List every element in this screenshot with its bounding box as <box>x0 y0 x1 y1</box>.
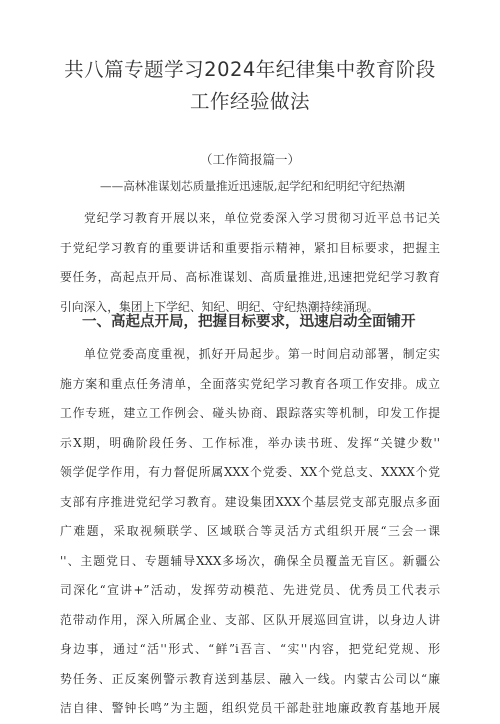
body-line: 支部有序推进党纪学习教育。建设集团XXX个基层党支部克服点多面 <box>60 494 440 509</box>
lead-line: ——高林准谋划芯质量推近迅速版,起学纪和纪明纪守纪热潮 <box>100 179 406 193</box>
intro-line: 要任务，高起点开局、高标准谋划、高质量推进,迅速把党纪学习教育 <box>60 270 440 284</box>
body-line: 广难题，采取视频联学、区域联合等灵活方式组织开展“三会一课 <box>60 524 440 538</box>
body-line: 领学促学作用，有力督促所属XXX个党委、XX个党总支、XXXX个党 <box>60 465 440 479</box>
body-line: 示X期，明确阶段任务、工作标准，举办读书班、发挥“关键少数'' <box>60 435 440 450</box>
title-line-2: 工作经验做法 <box>189 90 310 113</box>
intro-line: 引向深入，集团上下学纪、知纪、明纪、守纪热潮持续涌现。 <box>60 299 379 314</box>
section-1-heading: 一、高起点开局，把握目标要求，迅速启动全面铺开 <box>82 314 416 330</box>
section-1-paragraph <box>60 340 440 724</box>
title-line-1: 共八篇专题学习2024年纪律集中教育阶段 <box>64 58 436 81</box>
document-title <box>60 54 440 118</box>
body-line: 工作专班，建立工作例会、碰头协商、跟踪落实等机制，印发工作提 <box>60 406 440 420</box>
intro-line: 于党纪学习教育的重要讲话和重要指示精神，紧扣目标要求，把握主 <box>60 240 440 255</box>
body-line: 范带动作用，深入所属企业、支部、区队开展巡回宣讲，以身边人讲 <box>60 612 440 627</box>
body-line: 施方案和重点任务清单，全面落实党纪学习教育各项工作安排。成立 <box>60 376 440 391</box>
body-line: 洁自律、警钟长鸣”为主题，组织党员干部赴驻地廉政教育基地开展 <box>60 701 440 715</box>
document-subtitle: （工作简报篇一） <box>199 152 300 167</box>
intro-paragraph <box>60 204 440 322</box>
body-line: 身边事，通过“活''形式、“鲜”i吾言、“实''内容，把党纪党规、形 <box>60 642 440 656</box>
body-line: 司深化“宣讲+”活动，发挥劳动模范、先进党员、优秀员工代表示 <box>60 583 440 597</box>
body-line: 单位党委高度重视，抓好开局起步。第一时间启动部署，制定实 <box>84 347 440 361</box>
body-line: 势任务、正反案例警示教育送到基层、融入一线。内蒙古公司以“廉 <box>60 671 440 686</box>
intro-line: 党纪学习教育开展以来，单位党委深入学习贯彻习近平总书记关 <box>84 211 440 225</box>
body-line: ''、主题党日、专题辅导XXX多场次，确保全员覆盖无盲区。新疆公 <box>60 553 440 568</box>
